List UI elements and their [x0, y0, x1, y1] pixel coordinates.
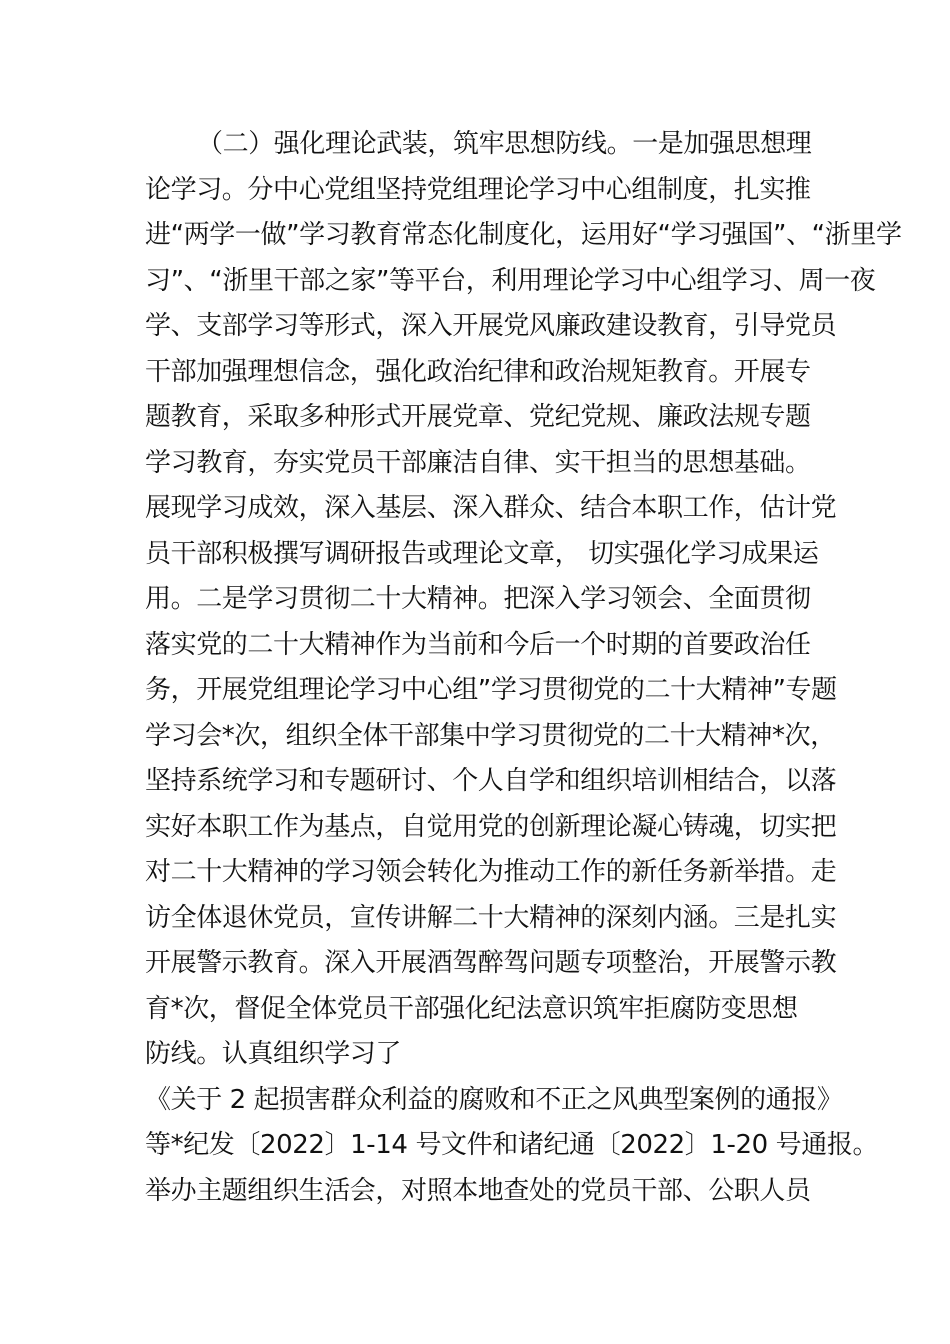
paragraph-line: 开展警示教育。深入开展酒驾醉驾问题专项整治，开展警示教: [145, 948, 837, 978]
paragraph-line: 《关于 2 起损害群众利益的腐败和不正之风典型案例的通报》: [145, 1084, 843, 1115]
paragraph-line: 进“两学一做”学习教育常态化制度化，运用好“学习强国”、“浙里学: [145, 220, 902, 250]
paragraph-line: 防线。认真组织学习了: [145, 1039, 402, 1069]
paragraph-line: 干部加强理想信念，强化政治纪律和政治规矩教育。开展专: [145, 356, 811, 387]
paragraph-line: 育*次，督促全体党员干部强化纪法意识筑牢拒腐防变思想: [145, 993, 798, 1024]
paragraph-line: 落实党的二十大精神作为当前和今后一个时期的首要政治任: [145, 629, 811, 660]
body-text: [145, 122, 902, 1214]
paragraph-line: 展现学习成效，深入基层、深入群众、结合本职工作，估计党: [145, 493, 837, 523]
paragraph-line: 论学习。分中心党组坚持党组理论学习中心组制度，扎实推: [145, 174, 811, 205]
paragraph-line: 等*纪发〔2022〕1-14 号文件和诸纪通〔2022〕1-20 号通报。: [145, 1130, 879, 1160]
paragraph-line: 坚持系统学习和专题研讨、个人自学和组织培训相结合，以落: [145, 766, 837, 796]
paragraph-line: （二）强化理论武装，筑牢思想防线。一是加强思想理: [197, 129, 812, 159]
paragraph-line: 学习会*次，组织全体干部集中学习贯彻党的二十大精神*次，: [145, 720, 836, 751]
paragraph-line: 对二十大精神的学习领会转化为推动工作的新任务新举措。走: [145, 857, 837, 887]
paragraph-line: 实好本职工作为基点，自觉用党的创新理论凝心铸魂，切实把: [145, 811, 837, 842]
paragraph-line: 用。二是学习贯彻二十大精神。把深入学习领会、全面贯彻: [145, 584, 811, 614]
paragraph-line: 举办主题组织生活会，对照本地查处的党员干部、公职人员: [145, 1175, 811, 1206]
paragraph-line: 员干部积极撰写调研报告或理论文章， 切实强化学习成果运: [145, 538, 819, 569]
paragraph-line: 访全体退休党员，宣传讲解二十大精神的深刻内涵。三是扎实: [145, 902, 837, 933]
paragraph-line: 题教育，采取多种形式开展党章、党纪党规、廉政法规专题: [145, 402, 811, 432]
paragraph-line: 务，开展党组理论学习中心组”学习贯彻党的二十大精神”专题: [145, 675, 837, 705]
paragraph-line: 学、支部学习等形式，深入开展党风廉政建设教育，引导党员: [145, 311, 837, 341]
paragraph-line: 习”、“浙里干部之家”等平台，利用理论学习中心组学习、周一夜: [145, 265, 876, 296]
paragraph-line: 学习教育，夯实党员干部廉洁自律、实干担当的思想基础。: [145, 447, 811, 478]
